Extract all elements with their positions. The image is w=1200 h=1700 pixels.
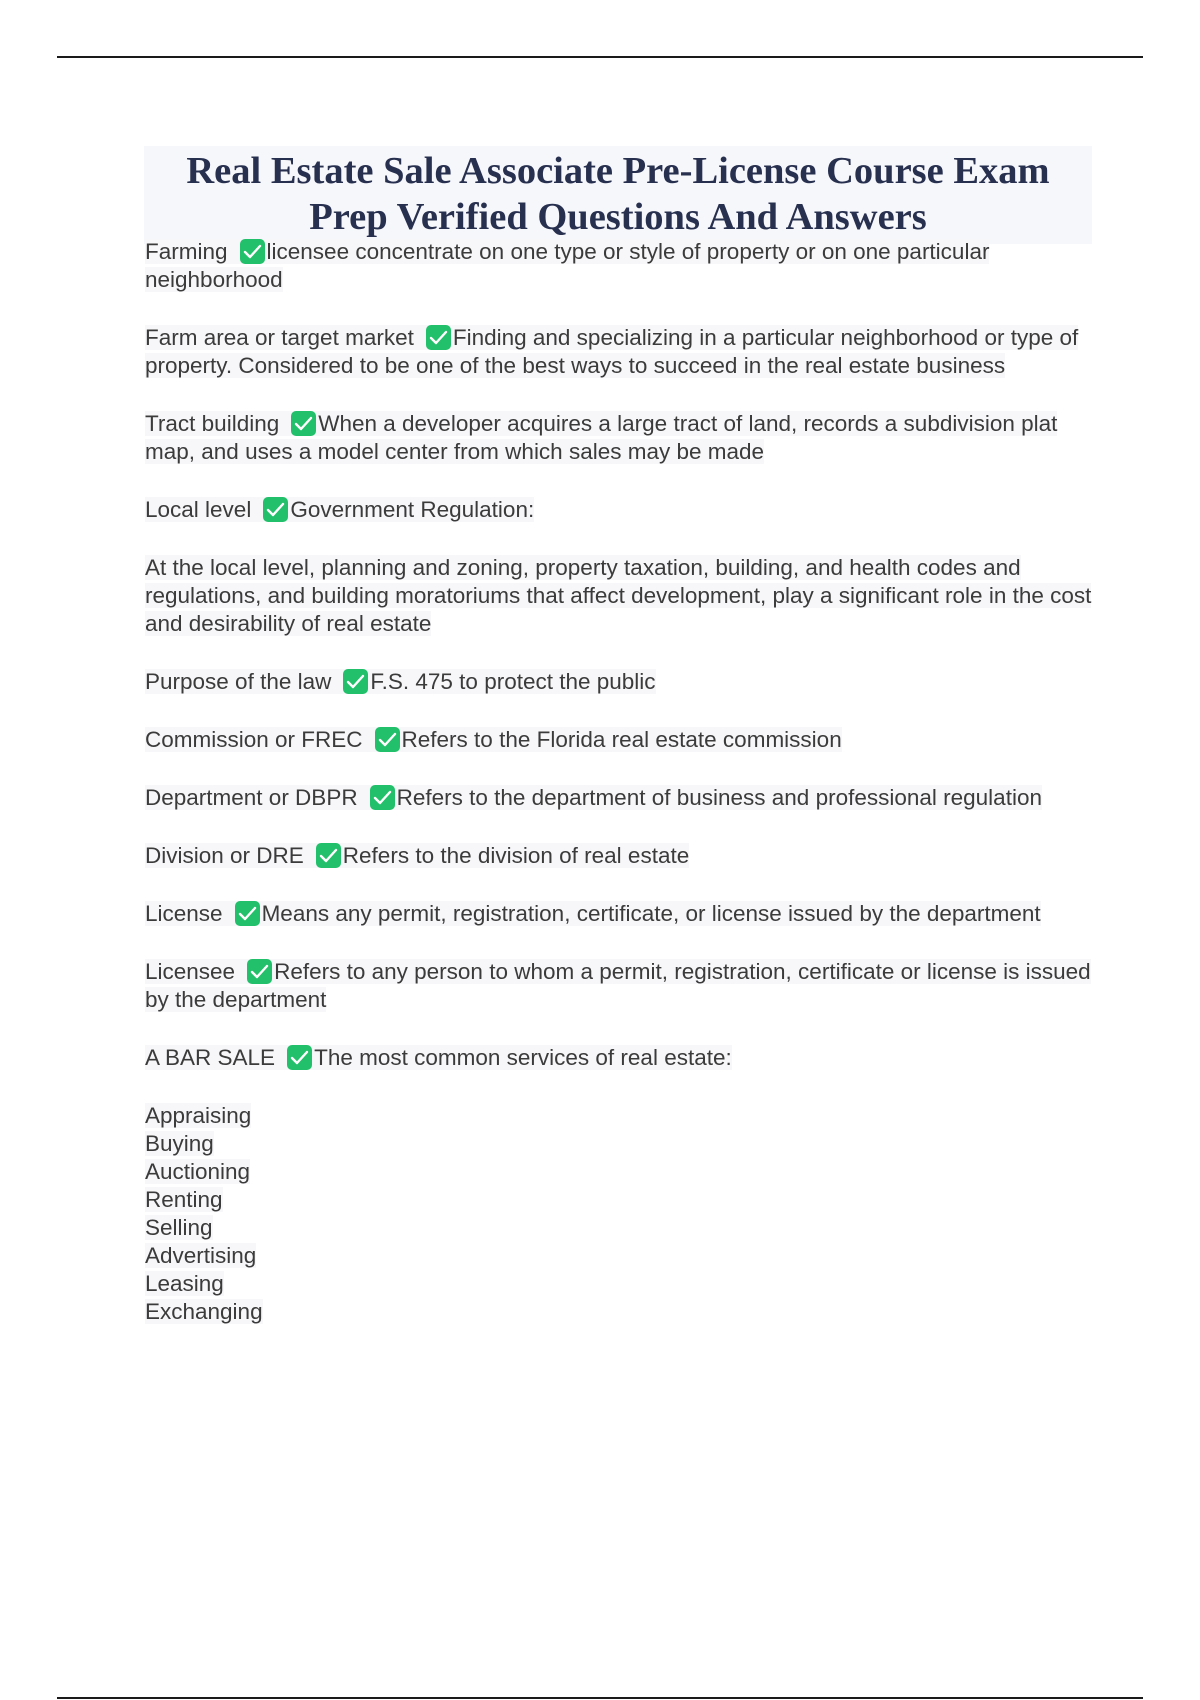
check-icon	[343, 669, 368, 694]
check-icon	[287, 1045, 312, 1070]
bottom-rule	[57, 1697, 1143, 1699]
qa-entry	[145, 842, 1095, 870]
title-banner	[144, 146, 1092, 244]
qa-term: Tract building	[145, 411, 280, 436]
qa-answer: When a developer acquires a large tract of land, records a subdivision plat map, and uses a model center from which sales may be made	[145, 411, 1058, 464]
qa-entry	[145, 958, 1095, 1014]
qa-answer: Government Regulation:	[290, 497, 535, 522]
qa-term: Farming	[145, 239, 228, 264]
qa-answer: Refers to the division of real estate	[342, 843, 690, 868]
qa-entry	[145, 900, 1095, 928]
qa-term: Department or DBPR	[145, 785, 358, 810]
qa-term: License	[145, 901, 223, 926]
qa-answer-paragraph	[145, 554, 1095, 638]
check-icon	[291, 411, 316, 436]
qa-answer: F.S. 475 to protect the public	[370, 669, 656, 694]
qa-term: Local level	[145, 497, 252, 522]
document-title: Real Estate Sale Associate Pre-License Course Exam Prep Verified Questions And Answers	[186, 150, 1050, 238]
qa-answer: Refers to any person to whom a permit, registration, certificate or license is issued by the department	[145, 959, 1091, 1012]
qa-answer: Means any permit, registration, certificate, or license issued by the department	[261, 901, 1041, 926]
check-icon	[375, 727, 400, 752]
qa-term: Commission or FREC	[145, 727, 363, 752]
list-item: Appraising	[145, 1103, 252, 1128]
list-item: Selling	[145, 1215, 213, 1240]
qa-entry	[145, 668, 1095, 696]
list-item: Exchanging	[145, 1299, 263, 1324]
check-icon	[263, 497, 288, 522]
qa-answer: licensee concentrate on one type or style of property or on one particular neighborhood	[145, 239, 990, 292]
qa-answer: Refers to the Florida real estate commission	[401, 727, 842, 752]
list-item: Buying	[145, 1131, 214, 1156]
qa-term: Purpose of the law	[145, 669, 332, 694]
list-item: Auctioning	[145, 1159, 251, 1184]
qa-term: A BAR SALE	[145, 1045, 276, 1070]
list-item: Leasing	[145, 1271, 224, 1296]
list-item: Renting	[145, 1187, 223, 1212]
qa-entry	[145, 726, 1095, 754]
check-icon	[247, 959, 272, 984]
qa-term: Licensee	[145, 959, 236, 984]
top-rule	[57, 56, 1143, 58]
check-icon	[240, 239, 265, 264]
qa-term: Farm area or target market	[145, 325, 414, 350]
qa-term: Division or DRE	[145, 843, 304, 868]
qa-content	[145, 238, 1095, 1326]
services-list	[145, 1102, 1095, 1326]
list-item: Advertising	[145, 1243, 257, 1268]
check-icon	[316, 843, 341, 868]
qa-answer: The most common services of real estate:	[314, 1045, 732, 1070]
qa-answer-extra: At the local level, planning and zoning, property taxation, building, and health codes and regulations, and building moratoriums that affect development, play a significant role in the cost and desirability of real estate	[145, 555, 1092, 636]
qa-entry	[145, 324, 1095, 380]
qa-entry	[145, 1044, 1095, 1072]
qa-entry	[145, 410, 1095, 466]
check-icon	[370, 785, 395, 810]
qa-entry	[145, 496, 1095, 524]
qa-entry	[145, 238, 1095, 294]
check-icon	[235, 901, 260, 926]
qa-entry	[145, 784, 1095, 812]
qa-answer: Finding and specializing in a particular neighborhood or type of property. Considered to be one of the best ways to succeed in the real estate business	[145, 325, 1079, 378]
qa-answer: Refers to the department of business and professional regulation	[396, 785, 1042, 810]
check-icon	[426, 325, 451, 350]
